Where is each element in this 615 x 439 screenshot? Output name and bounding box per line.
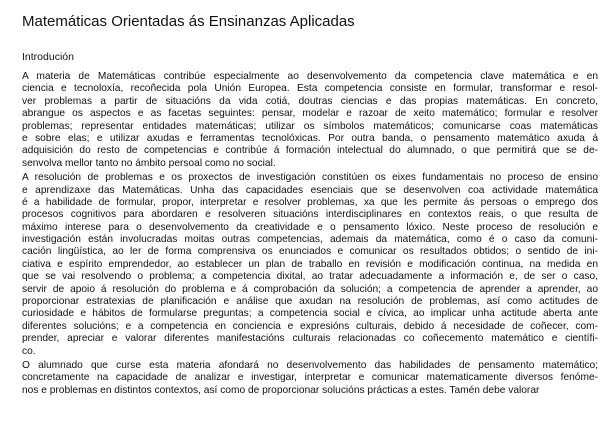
document-title: Matemáticas Orientadas ás Ensinanzas Aplicadas bbox=[22, 13, 355, 30]
paragraph-line: concretamente na capacidade de analizar e investigar, interpretar e comunicar matematicamente diversos fenóme- bbox=[22, 372, 598, 384]
paragraph-line: e sobre elas; e utilizar axudas e ferramentas tecnolóxicas. Por outra banda, o pensamento matemático axuda á bbox=[22, 132, 598, 144]
paragraph-line: problemas; representar entidades matemáticas; utilizar os símbolos matemáticos; comunicarse coas matemáticas bbox=[22, 120, 598, 132]
section-heading: Introdución bbox=[22, 51, 74, 63]
paragraph-line: A materia de Matemáticas contribúe especialmente ao desenvolvemento da competencia clave matemática e en bbox=[22, 71, 598, 82]
paragraph bbox=[22, 360, 598, 397]
paragraph-line: ciativa e espírito emprendedor, ao establecer un plan de traballo en revisión e modificación continua, na medida en bbox=[22, 258, 598, 270]
paragraph-line: nos e problemas en distintos contextos, así como de proporcionar solucións prácticas a estes. Tamén debe valorar bbox=[22, 384, 540, 396]
paragraph-line: e aprendizaxe das Matemáticas. Unha das capacidades esenciais que se desenvolven coa actividade matemática bbox=[22, 184, 598, 196]
paragraph-line: investigación están involucradas moitas outras competencias, ademais da matemática, como é o caso da comuni- bbox=[22, 234, 598, 246]
paragraph-line: ciencia e tecnoloxía, recoñecida pola Unión Europea. Esta competencia consiste en formular, transformar e resol- bbox=[22, 83, 598, 95]
paragraph-line: cación lingüística, ao ler de forma comprensiva os enunciados e comunicar os resultados obtidos; o sentido de ini- bbox=[22, 246, 598, 258]
paragraph-line: diferentes solucións; e a competencia en conciencia e expresións culturais, debido á necesidade de coñecer, com- bbox=[22, 320, 598, 332]
paragraph-line: proporcionar estratexias de planificación e análise que axudan na resolución de problemas, así como actitudes de bbox=[22, 296, 598, 308]
paragraph bbox=[22, 71, 598, 170]
paragraph-line: curiosidade e hábitos de formularse preguntas; a competencia social e cívica, ao implicar unha actitude aberta ante bbox=[22, 308, 598, 320]
paragraph bbox=[22, 172, 598, 358]
paragraph-line: abrangue os aspectos e as facetas seguintes: pensar, modelar e razoar de xeito matemático; formular e resolver bbox=[22, 108, 598, 120]
paragraph-line: procesos cognitivos para abordaren e resolveren situacións interdisciplinares en contextos reais, o que resulta de bbox=[22, 209, 598, 221]
paragraph-line: adquisición do resto de competencias e contribúe á formación intelectual do alumnado, o que permitirá que se de- bbox=[22, 145, 598, 157]
paragraph-line: ver problemas a partir de situacións da vida cotiá, doutras ciencias e das propias matemáticas. En concreto, bbox=[22, 95, 598, 107]
paragraph-line: co. bbox=[22, 345, 36, 357]
paragraph-line: é a habilidade de formular, propor, interpretar e resolver problemas, xa que les permite ás persoas o emprego dos bbox=[22, 196, 598, 208]
paragraph-line: senvolva mellor tanto no ámbito persoal como no social. bbox=[22, 157, 276, 169]
paragraph-line: que se vai resolvendo o problema; a competencia dixital, ao tratar adecuadamente a información e, de ser o caso, bbox=[22, 271, 598, 283]
paragraph-line: O alumnado que curse esta materia afondará no desenvolvemento das habilidades de pensamento matemático; bbox=[22, 359, 598, 371]
paragraph-line: servir de apoio á resolución do problema e á comprobación da solución; a competencia de aprender a aprender, ao bbox=[22, 283, 598, 295]
paragraph-line: máximo interese para o desenvolvemento da creatividade e o pensamento lóxico. Neste proceso de resolución e bbox=[22, 221, 598, 233]
paragraph-line: A resolución de problemas e os proxectos de investigación constitúen os eixes fundamentais no proceso de ensino bbox=[22, 172, 598, 184]
body-text bbox=[22, 71, 598, 397]
paragraph-line: prender, apreciar e valorar diferentes manifestacións culturais relacionadas co coñecemento matemático e científi- bbox=[22, 333, 598, 345]
